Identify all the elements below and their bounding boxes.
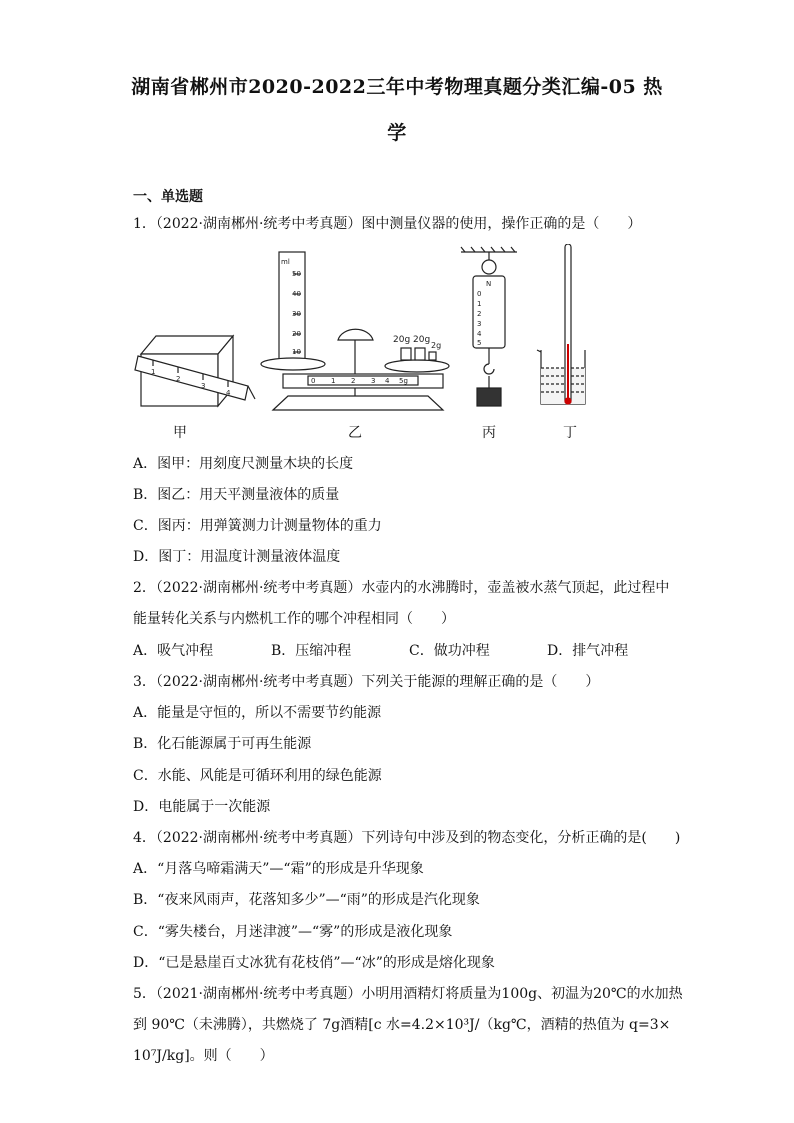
cylinder-mark: 10 — [292, 348, 301, 356]
q1-figure — [133, 244, 603, 444]
cylinder-mark: 40 — [292, 290, 301, 298]
spring-mark: 3 — [477, 320, 482, 328]
q3-stem: 3．（2022·湖南郴州·统考中考真题）下列关于能源的理解正确的是（ ） — [133, 674, 600, 690]
figure-label-yi: 乙 — [348, 425, 362, 441]
beam-mark: 2 — [351, 377, 356, 385]
q5-stem-line-1: 5．（2021·湖南郴州·统考中考真题）小明用酒精灯将质量为100g、初温为20℃的水加热 — [133, 986, 683, 1002]
ruler-mark: 2 — [176, 375, 181, 383]
section-heading: 一、单选题 — [133, 189, 203, 205]
q1-option-b: B．图乙：用天平测量液体的质量 — [133, 487, 340, 503]
beam-mark: 1 — [331, 377, 336, 385]
q1-option-c: C．图丙：用弹簧测力计测量物体的重力 — [133, 518, 382, 534]
spring-scale-figure — [461, 247, 517, 406]
spring-mark: 0 — [477, 290, 482, 298]
q2-options — [133, 640, 685, 660]
q5-stem-line-3: 10⁷J/kg]。则（ ） — [133, 1048, 274, 1064]
balance-figure — [261, 252, 449, 410]
title-line-1: 湖南省郴州市2020-2022三年中考物理真题分类汇编-05 热 — [131, 76, 663, 98]
cylinder-unit: ml — [281, 258, 290, 266]
q3-option-d: D．电能属于一次能源 — [133, 799, 271, 815]
spring-unit: N — [486, 280, 492, 288]
q5-stem-line-2: 到 90℃（未沸腾），共燃烧了 7g酒精[c 水=4.2×10³J/（kg℃，酒精的热值为 q=3× — [133, 1017, 671, 1033]
beam-mark: 4 — [385, 377, 390, 385]
beam-mark: 0 — [311, 377, 316, 385]
cylinder-mark: 30 — [292, 310, 301, 318]
ruler-mark: 3 — [201, 382, 206, 390]
q2-stem-line-2: 能量转化关系与内燃机工作的哪个冲程相同（ ） — [133, 611, 455, 627]
page-title — [60, 64, 734, 156]
q3-option-b: B．化石能源属于可再生能源 — [133, 736, 312, 752]
beam-mark: 5g — [399, 377, 408, 385]
q3-option-a: A．能量是守恒的，所以不需要节约能源 — [133, 705, 382, 721]
spring-mark: 4 — [477, 330, 482, 338]
figure-label-bing: 丙 — [482, 425, 496, 441]
spring-mark: 5 — [477, 339, 482, 347]
q2-option-a: A．吸气冲程 — [133, 643, 214, 659]
q1-option-d: D．图丁：用温度计测量液体温度 — [133, 549, 341, 565]
q2-option-c: C．做功冲程 — [409, 643, 490, 659]
q4-option-b: B．“夜来风雨声，花落知多少”—“雨”的形成是汽化现象 — [133, 892, 480, 908]
figure-label-ding: 丁 — [563, 425, 577, 441]
spring-mark: 1 — [477, 300, 482, 308]
weight-label: 20g — [393, 335, 411, 345]
thermometer-beaker-figure — [537, 244, 585, 404]
cylinder-mark: 20 — [292, 330, 301, 338]
q1-stem: 1．（2022·湖南郴州·统考中考真题）图中测量仪器的使用，操作正确的是（ ） — [133, 216, 642, 232]
q2-option-d: D．排气冲程 — [547, 643, 629, 659]
figure-label-jia: 甲 — [173, 425, 187, 441]
q4-option-c: C．“雾失楼台，月迷津渡”—“雾”的形成是液化现象 — [133, 924, 453, 940]
q2-option-b: B．压缩冲程 — [271, 643, 352, 659]
q1-option-a: A．图甲：用刻度尺测量木块的长度 — [133, 456, 354, 472]
q4-option-d: D．“已是悬崖百丈冰犹有花枝俏”—“冰”的形成是熔化现象 — [133, 955, 495, 971]
q4-stem: 4．（2022·湖南郴州·统考中考真题）下列诗句中涉及到的物态变化，分析正确的是( ) — [133, 830, 681, 846]
cylinder-mark: 50 — [292, 270, 301, 278]
measuring-instruments-illustration — [133, 244, 603, 444]
q4-option-a: A．“月落乌啼霜满天”—“霜”的形成是升华现象 — [133, 861, 424, 877]
q2-stem-line-1: 2．（2022·湖南郴州·统考中考真题）水壶内的水沸腾时，壶盖被水蒸气顶起，此过程中 — [133, 580, 670, 596]
beam-mark: 3 — [371, 377, 376, 385]
weight-label: 2g — [431, 341, 442, 350]
ruler-mark: 4 — [226, 389, 231, 397]
title-line-2: 学 — [387, 122, 407, 144]
ruler-mark: 1 — [151, 368, 156, 376]
q3-option-c: C．水能、风能是可循环利用的绿色能源 — [133, 768, 382, 784]
weight-label: 20g — [413, 335, 431, 345]
spring-mark: 2 — [477, 310, 482, 318]
